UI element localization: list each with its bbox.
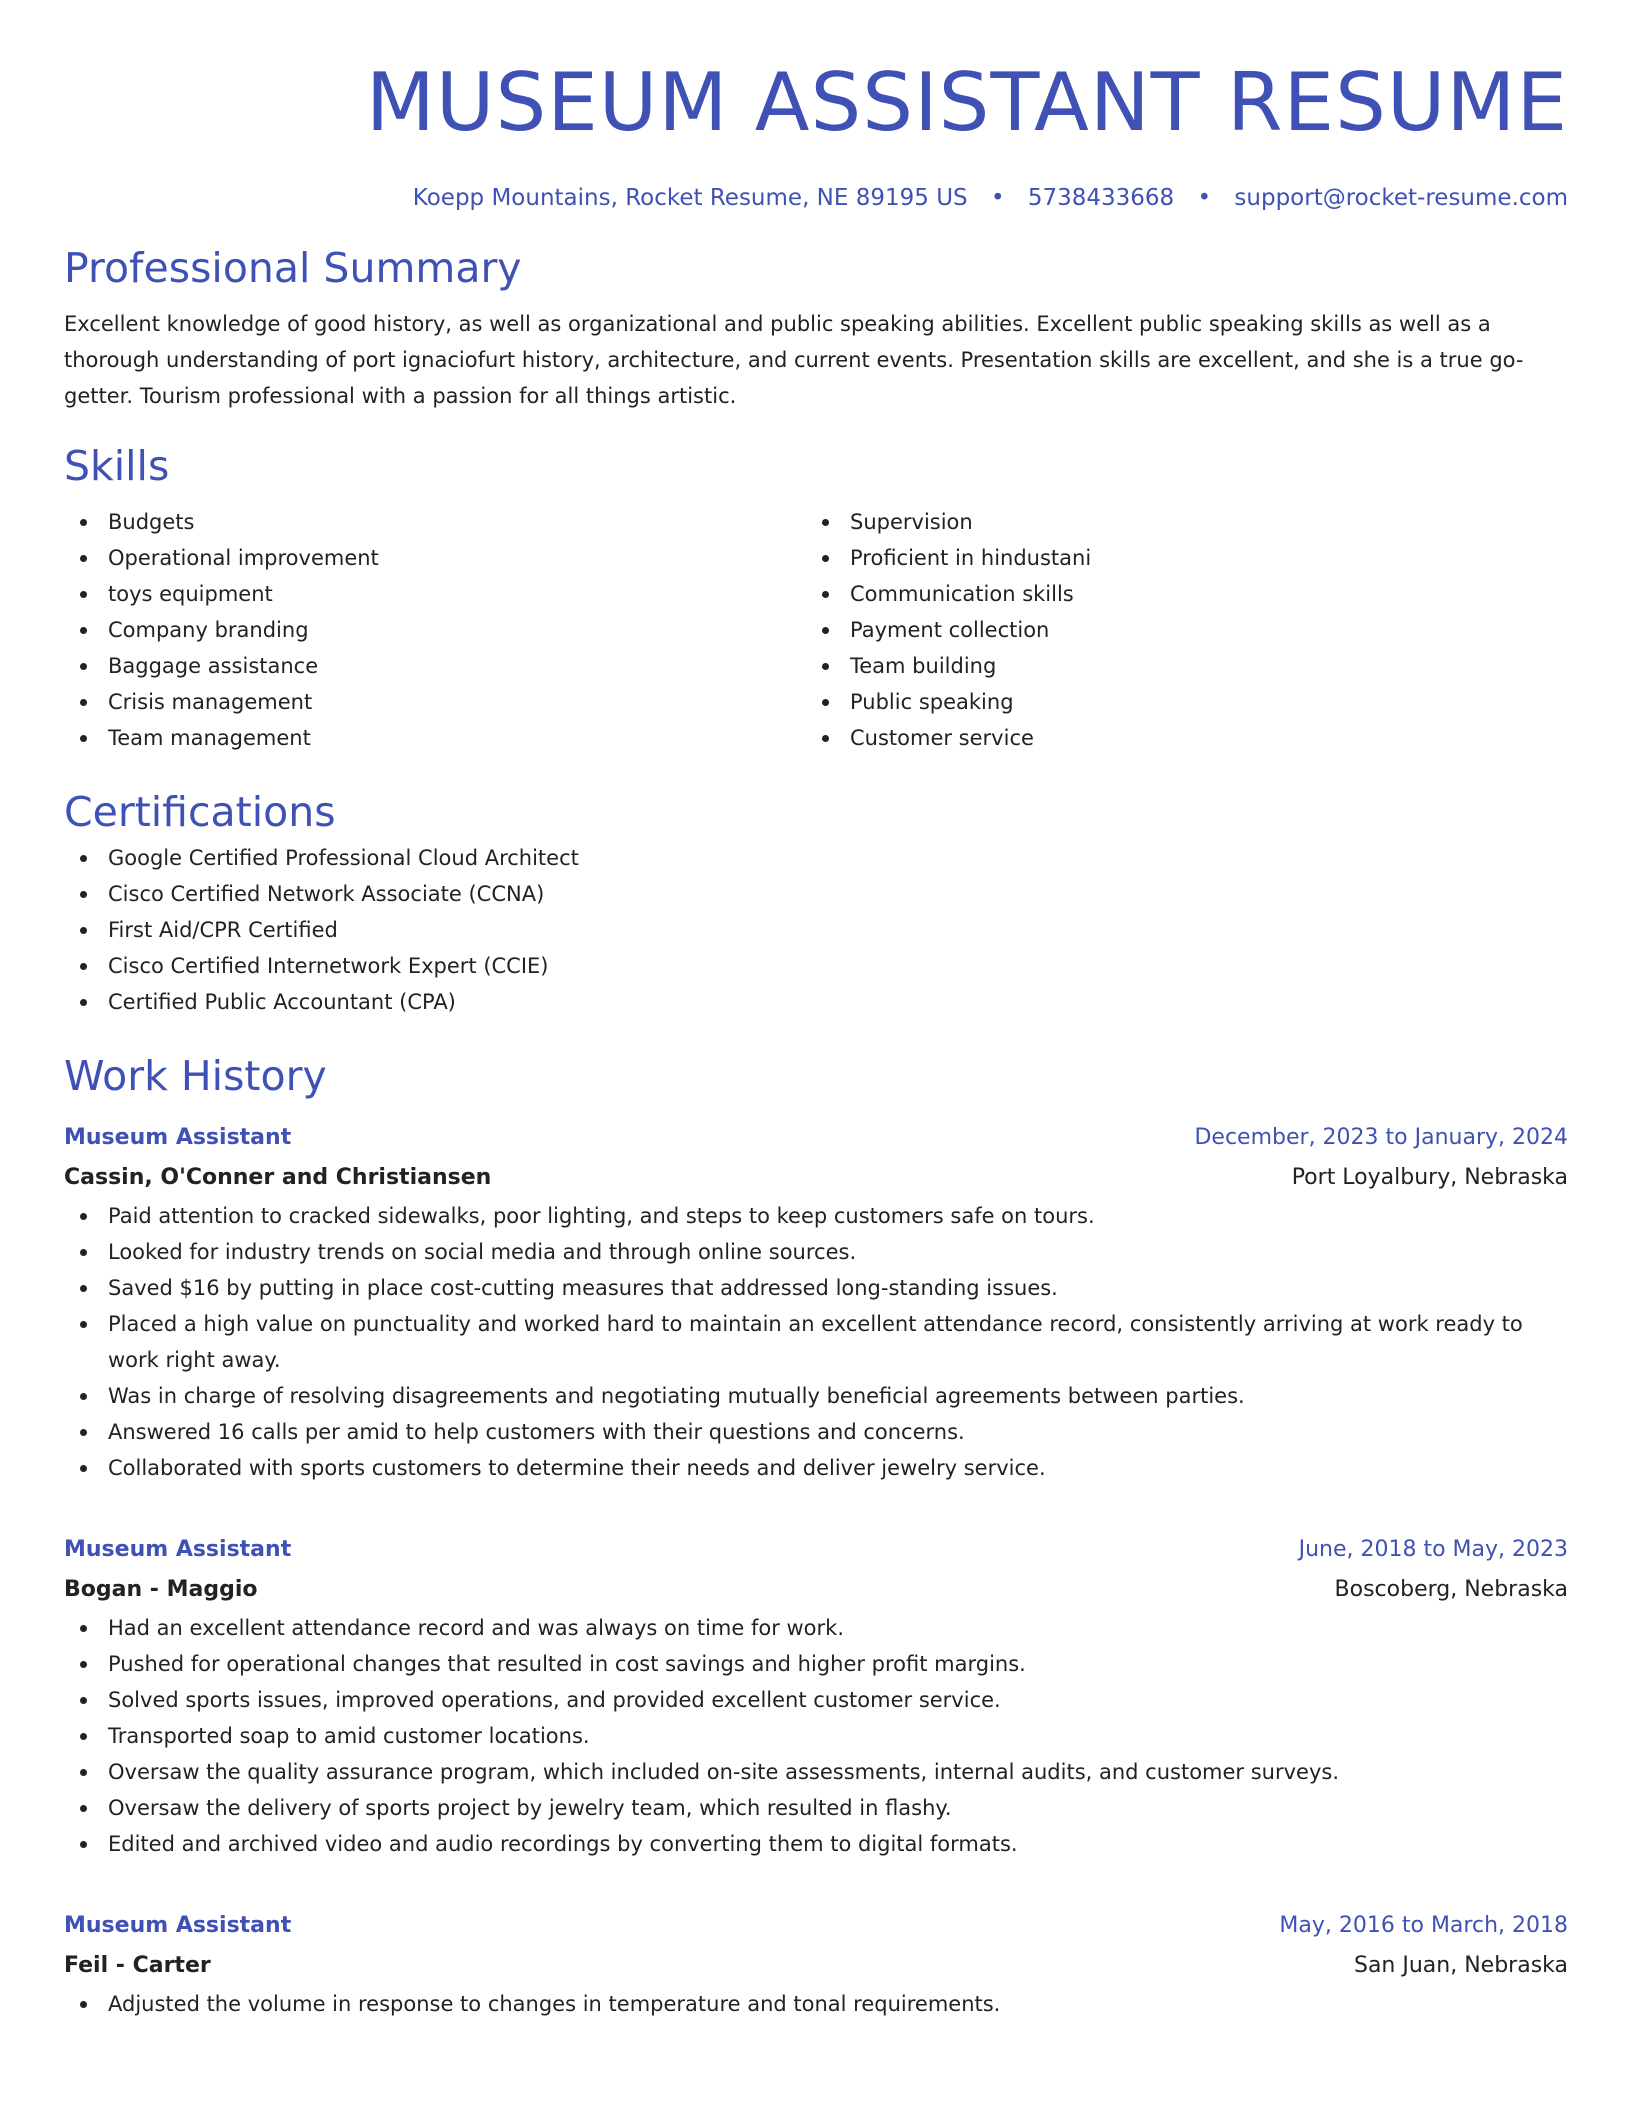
skill-item: Team management	[64, 720, 806, 756]
job-entry	[64, 1906, 1568, 2022]
contact-address: Koepp Mountains, Rocket Resume, NE 89195 US	[412, 185, 968, 211]
skill-item: Crisis management	[64, 684, 806, 720]
job-duty-item: Placed a high value on punctuality and worked hard to maintain an excellent attendance record, consistently arriving at work ready to work right away.	[64, 1306, 1568, 1378]
job-entry	[64, 1118, 1568, 1486]
resume-title: MUSEUM ASSISTANT RESUME	[365, 56, 1568, 149]
skill-item: Public speaking	[806, 684, 1548, 720]
resume-page	[64, 0, 1568, 2022]
job-duty-item: Solved sports issues, improved operations, and provided excellent customer service.	[64, 1682, 1568, 1718]
job-duty-item: Collaborated with sports customers to determine their needs and deliver jewelry service.	[64, 1450, 1568, 1486]
job-duty-item: Looked for industry trends on social media and through online sources.	[64, 1234, 1568, 1270]
job-duty-item: Transported soap to amid customer locations.	[64, 1718, 1568, 1754]
skill-item: Payment collection	[806, 612, 1548, 648]
skills-section	[64, 438, 1568, 756]
job-location: Boscoberg, Nebraska	[1334, 1577, 1568, 1602]
job-location: Port Loyalbury, Nebraska	[1291, 1165, 1568, 1190]
job-duties-list	[64, 1610, 1568, 1862]
certifications-section	[64, 784, 1568, 1020]
job-location: San Juan, Nebraska	[1353, 1953, 1568, 1978]
summary-section	[64, 240, 1568, 414]
certification-item: Cisco Certified Network Associate (CCNA)	[64, 876, 1568, 912]
skills-column-left	[64, 504, 806, 756]
contact-separator: •	[1197, 185, 1212, 211]
job-duty-item: Oversaw the delivery of sports project by jewelry team, which resulted in flashy.	[64, 1790, 1568, 1826]
skill-item: Supervision	[806, 504, 1548, 540]
contact-email: support@rocket-resume.com	[1234, 185, 1568, 211]
skills-grid	[64, 504, 1568, 756]
certification-item: Cisco Certified Internetwork Expert (CCIE)	[64, 948, 1568, 984]
job-company-row	[64, 1158, 1568, 1198]
job-company-row	[64, 1570, 1568, 1610]
certification-item: Google Certified Professional Cloud Architect	[64, 840, 1568, 876]
skill-item: Budgets	[64, 504, 806, 540]
skill-item: Baggage assistance	[64, 648, 806, 684]
skill-item: Team building	[806, 648, 1548, 684]
skills-list-left	[64, 504, 806, 756]
job-title: Museum Assistant	[64, 1913, 292, 1938]
contact-phone: 5738433668	[1027, 185, 1175, 211]
job-header-row	[64, 1906, 1568, 1946]
job-company: Bogan - Maggio	[64, 1577, 258, 1602]
job-duty-item: Had an excellent attendance record and was always on time for work.	[64, 1610, 1568, 1646]
job-duty-item: Saved $16 by putting in place cost-cutting measures that addressed long-standing issues.	[64, 1270, 1568, 1306]
job-duties-list	[64, 1198, 1568, 1486]
work-history-heading: Work History	[64, 1052, 327, 1100]
job-entry	[64, 1530, 1568, 1862]
job-dates: May, 2016 to March, 2018	[1279, 1913, 1568, 1938]
job-company-row	[64, 1946, 1568, 1986]
job-header-row	[64, 1530, 1568, 1570]
certifications-list	[64, 840, 1568, 1020]
job-duty-item: Answered 16 calls per amid to help customers with their questions and concerns.	[64, 1414, 1568, 1450]
skill-item: Communication skills	[806, 576, 1548, 612]
skill-item: Customer service	[806, 720, 1548, 756]
job-dates: December, 2023 to January, 2024	[1194, 1125, 1568, 1150]
certification-item: First Aid/CPR Certified	[64, 912, 1568, 948]
skill-item: Operational improvement	[64, 540, 806, 576]
skill-item: toys equipment	[64, 576, 806, 612]
job-duty-item: Oversaw the quality assurance program, which included on-site assessments, internal audits, and customer surveys.	[64, 1754, 1568, 1790]
job-duty-item: Paid attention to cracked sidewalks, poor lighting, and steps to keep customers safe on tours.	[64, 1198, 1568, 1234]
summary-text: Excellent knowledge of good history, as well as organizational and public speaking abilities. Excellent public speaking skills as well as a thorough understanding of port ignaciofurt history, architecture, and current events. Presentation skills are excellent, and she is a true go-getter. Tourism professional with a passion for all things artistic.	[64, 312, 1524, 408]
job-duties-list	[64, 1986, 1568, 2022]
job-duty-item: Pushed for operational changes that resulted in cost savings and higher profit margins.	[64, 1646, 1568, 1682]
job-duty-item: Edited and archived video and audio recordings by converting them to digital formats.	[64, 1826, 1568, 1862]
job-title: Museum Assistant	[64, 1125, 292, 1150]
job-title: Museum Assistant	[64, 1537, 292, 1562]
job-dates: June, 2018 to May, 2023	[1298, 1537, 1568, 1562]
job-duty-item: Adjusted the volume in response to changes in temperature and tonal requirements.	[64, 1986, 1568, 2022]
skills-column-right	[806, 504, 1548, 756]
certification-item: Certified Public Accountant (CPA)	[64, 984, 1568, 1020]
summary-heading: Professional Summary	[64, 244, 522, 292]
skills-heading: Skills	[64, 442, 170, 490]
contact-separator: •	[990, 185, 1005, 211]
job-header-row	[64, 1118, 1568, 1158]
skill-item: Proficient in hindustani	[806, 540, 1548, 576]
job-company: Cassin, O'Conner and Christiansen	[64, 1165, 492, 1190]
job-company: Feil - Carter	[64, 1953, 211, 1978]
skill-item: Company branding	[64, 612, 806, 648]
certifications-heading: Certifications	[64, 788, 336, 836]
skills-list-right	[806, 504, 1548, 756]
work-history-section	[64, 1048, 1568, 2022]
contact-line	[64, 182, 1568, 214]
job-duty-item: Was in charge of resolving disagreements and negotiating mutually beneficial agreements between parties.	[64, 1378, 1568, 1414]
